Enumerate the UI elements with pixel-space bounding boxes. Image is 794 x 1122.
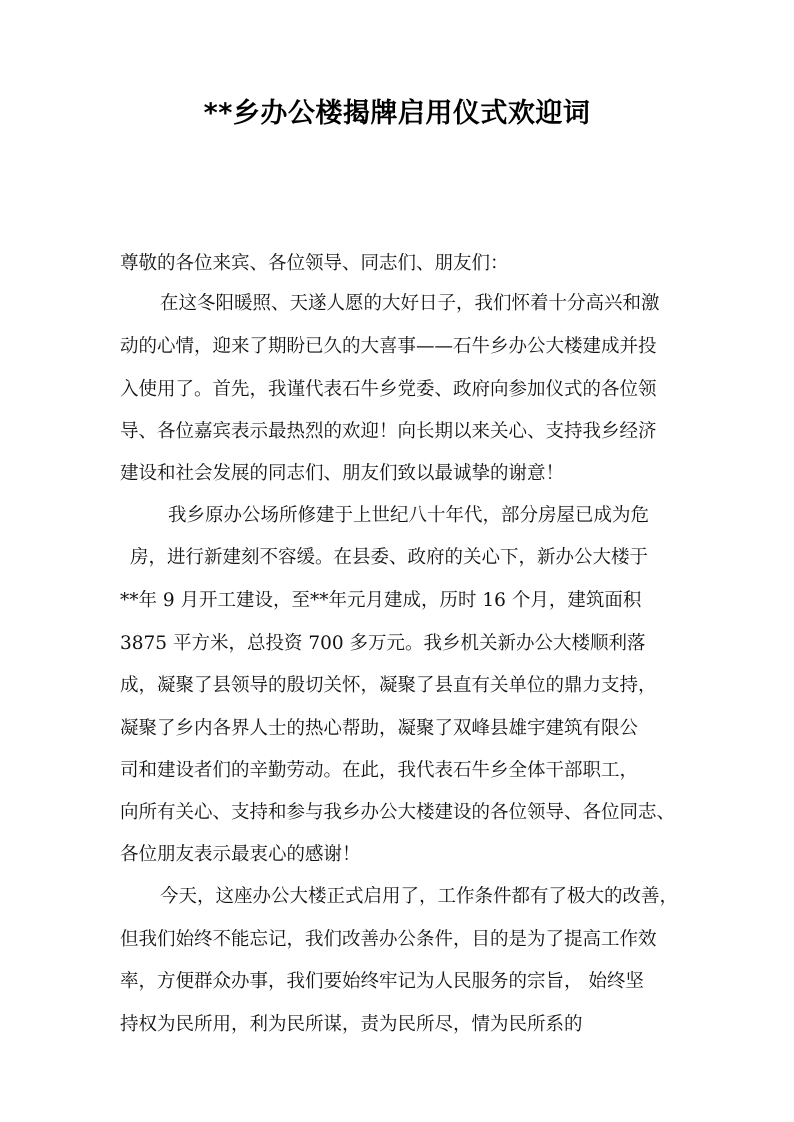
document-title: **乡办公楼揭牌启用仪式欢迎词 [203, 98, 591, 129]
paragraph-2-line-8: 向所有关心、支持和参与我乡办公大楼建设的各位领导、各位同志、 [120, 802, 676, 823]
salutation-line: 尊敬的各位来宾、各位领导、同志们、朋友们： [120, 253, 509, 274]
paragraph-2-line-6: 凝聚了乡内各界人士的热心帮助，凝聚了双峰县雄宇建筑有限公 [120, 718, 639, 739]
paragraph-2-line-9: 各位朋友表示最衷心的感谢！ [120, 844, 361, 865]
paragraph-3-line-2: 但我们始终不能忘记，我们改善办公条件，目的是为了提高工作效 [120, 929, 657, 950]
paragraph-1-line-2: 动的心情，迎来了期盼已久的大喜事——石牛乡办公大楼建成并投 [120, 336, 657, 357]
paragraph-1-line-1: 在这冬阳暖照、天遂人愿的大好日子，我们怀着十分高兴和激 [160, 293, 660, 314]
paragraph-2-line-5: 成，凝聚了县领导的殷切关怀，凝聚了县直有关单位的鼎力支持， [120, 675, 657, 696]
paragraph-3-line-1: 今天，这座办公大楼正式启用了，工作条件都有了极大的改善， [160, 886, 679, 907]
paragraph-1-line-4: 导、各位嘉宾表示最热烈的欢迎！向长期以来关心、支持我乡经济 [120, 421, 657, 442]
paragraph-3-line-4: 持权为民所用，利为民所谋，责为民所尽，情为民所系的 [120, 1014, 583, 1035]
paragraph-2-line-2: 房，进行新建刻不容缓。在县委、政府的关心下，新办公大楼于 [130, 547, 649, 568]
paragraph-2-line-3: **年 9 月开工建设，至**年元月建成，历时 16 个月，建筑面积 [120, 590, 642, 611]
paragraph-1-line-3: 入使用了。首先，我谨代表石牛乡党委、政府向参加仪式的各位领 [120, 379, 657, 400]
paragraph-2-line-4: 3875 平方米，总投资 700 多万元。我乡机关新办公大楼顺利落 [120, 633, 646, 654]
paragraph-3-line-3: 率，方便群众办事，我们要始终牢记为人民服务的宗旨， 始终坚 [120, 971, 644, 992]
paragraph-2-line-1: 我乡原办公场所修建于上世纪八十年代，部分房屋已成为危 [168, 505, 650, 526]
paragraph-1-line-5: 建设和社会发展的同志们、朋友们致以最诚挚的谢意！ [120, 463, 565, 484]
paragraph-2-line-7: 司和建设者们的辛勤劳动。在此，我代表石牛乡全体干部职工， [120, 760, 639, 781]
